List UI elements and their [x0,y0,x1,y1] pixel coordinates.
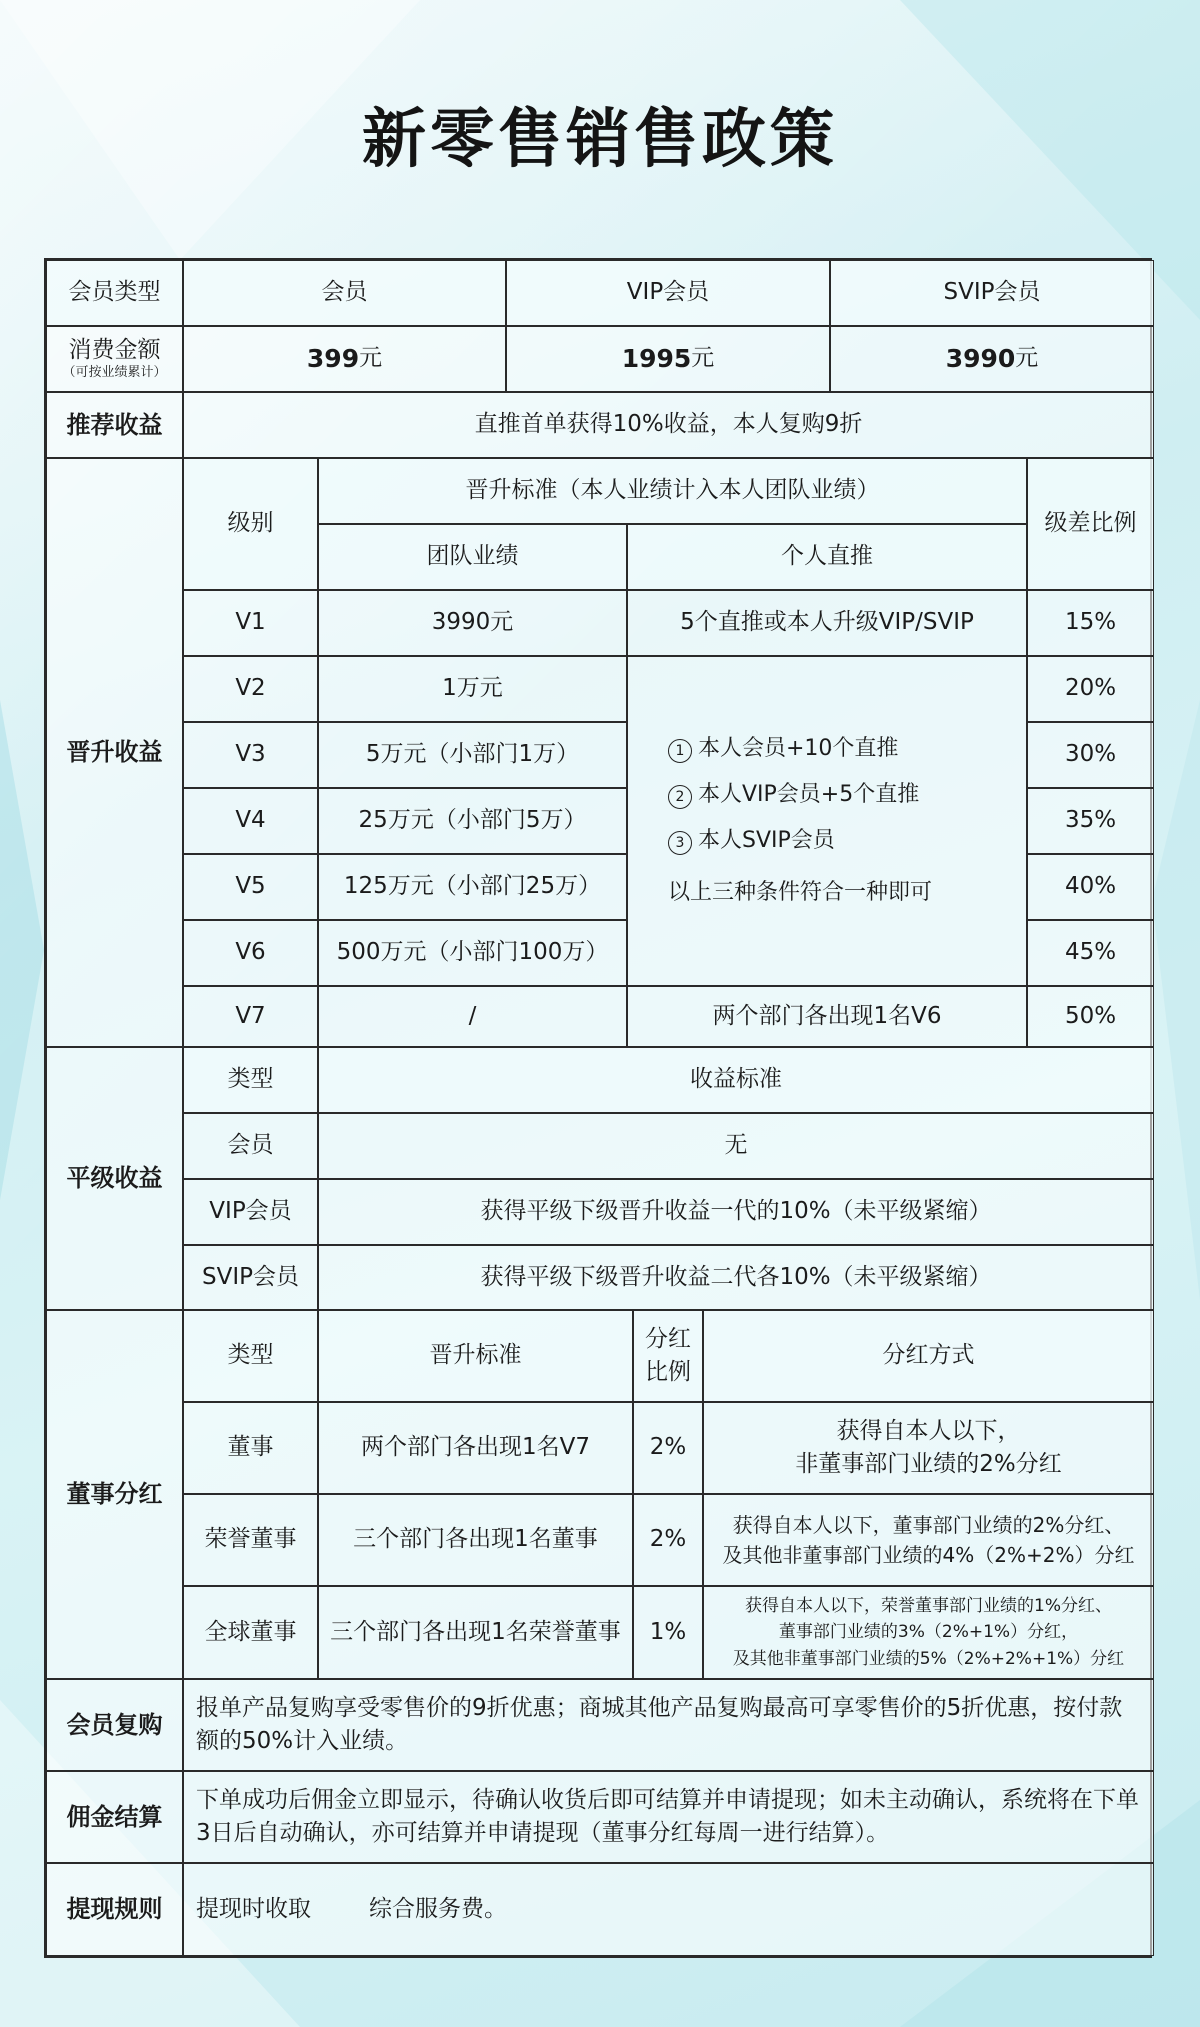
director-method-1: 获得自本人以下， 非董事部门业绩的2%分红 [703,1402,1154,1494]
director-standard-header: 晋升标准 [318,1310,633,1402]
commission-label: 佣金结算 [46,1771,183,1863]
peer-standard-basic: 无 [318,1113,1154,1179]
level-cell-v3: V3 [183,722,318,788]
ratio-cell-v3: 30% [1027,722,1154,788]
director-standard-3: 三个部门各出现1名荣誉董事 [318,1586,633,1679]
director-ratio-1: 2% [633,1402,703,1494]
ratio-cell-v6: 45% [1027,920,1154,986]
team-cell-v4: 25万元（小部门5万） [318,788,627,854]
peer-standard-svip: 获得平级下级晋升收益二代各10%（未平级紧缩） [318,1245,1154,1310]
ratio-cell-v2: 20% [1027,656,1154,722]
amount-label-cell [46,326,183,392]
peer-type-svip: SVIP会员 [183,1245,318,1310]
peer-type-vip: VIP会员 [183,1179,318,1245]
page-title: 新零售销售政策 [362,103,838,177]
level-cell-v5: V5 [183,854,318,920]
promotion-label: 晋升收益 [46,458,183,1047]
referral-text: 直推首单获得10%收益，本人复购9折 [183,392,1154,458]
promotion-standard-header: 晋升标准（本人业绩计入本人团队业绩） [318,458,1027,524]
amount-note: （可按业绩累计） [62,365,167,380]
condition-1: 1 本人会员+10个直推 [668,733,898,765]
amount-vip: 1995 元 [506,326,830,392]
ratio-cell-v1: 15% [1027,590,1154,656]
peer-standard-header: 收益标准 [318,1047,1154,1113]
ratio-cell-v7: 50% [1027,986,1154,1047]
member-type-vip: VIP会员 [506,260,830,326]
director-ratio-2: 2% [633,1494,703,1586]
direct-cell-v7: 两个部门各出现1名V6 [627,986,1027,1047]
direct-cell-v1: 5个直推或本人升级VIP/SVIP [627,590,1027,656]
repurchase-text: 报单产品复购享受零售价的9折优惠；商城其他产品复购最高可享零售价的5折优惠，按付款额的50%计入业绩。 [183,1679,1154,1771]
condition-3: 3 本人SVIP会员 [668,825,835,857]
director-standard-1: 两个部门各出现1名V7 [318,1402,633,1494]
commission-text: 下单成功后佣金立即显示，待确认收货后即可结算并申请提现；如未主动确认，系统将在下单3日后自动确认，亦可结算并申请提现（董事分红每周一进行结算）。 [183,1771,1154,1863]
director-label: 董事分红 [46,1310,183,1679]
referral-label: 推荐收益 [46,392,183,458]
amount-basic: 399 元 [183,326,506,392]
peer-label: 平级收益 [46,1047,183,1310]
ratio-cell-v5: 40% [1027,854,1154,920]
team-cell-v5: 125万元（小部门25万） [318,854,627,920]
director-standard-2: 三个部门各出现1名董事 [318,1494,633,1586]
team-cell-v7: / [318,986,627,1047]
level-cell-v6: V6 [183,920,318,986]
member-type-svip: SVIP会员 [830,260,1154,326]
director-method-2: 获得自本人以下，董事部门业绩的2%分红、 及其他非董事部门业绩的4%（2%+2%）分红 [703,1494,1154,1586]
promotion-direct-header: 个人直推 [627,524,1027,590]
director-method-3: 获得自本人以下，荣誉董事部门业绩的1%分红、 董事部门业绩的3%（2%+1%）分红， 及其他非董事部门业绩的5%（2%+2%+1%）分红 [703,1586,1154,1679]
promotion-ratio-header: 级差比例 [1027,458,1154,590]
promotion-team-header: 团队业绩 [318,524,627,590]
member-type-label: 会员类型 [46,260,183,326]
withdraw-text: 提现时收取 综合服务费。 [183,1863,1154,1956]
peer-standard-vip: 获得平级下级晋升收益一代的10%（未平级紧缩） [318,1179,1154,1245]
director-type-1: 董事 [183,1402,318,1494]
member-type-basic: 会员 [183,260,506,326]
peer-type-header: 类型 [183,1047,318,1113]
promotion-level-header: 级别 [183,458,318,590]
director-type-header: 类型 [183,1310,318,1402]
director-method-header: 分红方式 [703,1310,1154,1402]
director-type-3: 全球董事 [183,1586,318,1679]
team-cell-v3: 5万元（小部门1万） [318,722,627,788]
team-cell-v6: 500万元（小部门100万） [318,920,627,986]
team-cell-v2: 1万元 [318,656,627,722]
withdraw-label: 提现规则 [46,1863,183,1956]
level-cell-v2: V2 [183,656,318,722]
level-cell-v1: V1 [183,590,318,656]
amount-label: 消费金额 [68,337,161,364]
amount-svip: 3990 元 [830,326,1154,392]
peer-type-basic: 会员 [183,1113,318,1179]
director-type-2: 荣誉董事 [183,1494,318,1586]
repurchase-label: 会员复购 [46,1679,183,1771]
condition-2: 2 本人VIP会员+5个直推 [668,779,919,811]
direct-conditions-cell [627,656,1027,986]
director-ratio-3: 1% [633,1586,703,1679]
level-cell-v7: V7 [183,986,318,1047]
director-ratio-header: 分红 比例 [633,1310,703,1402]
team-cell-v1: 3990元 [318,590,627,656]
conditions-note: 以上三种条件符合一种即可 [668,879,933,905]
policy-table [44,258,1152,1958]
ratio-cell-v4: 35% [1027,788,1154,854]
level-cell-v4: V4 [183,788,318,854]
